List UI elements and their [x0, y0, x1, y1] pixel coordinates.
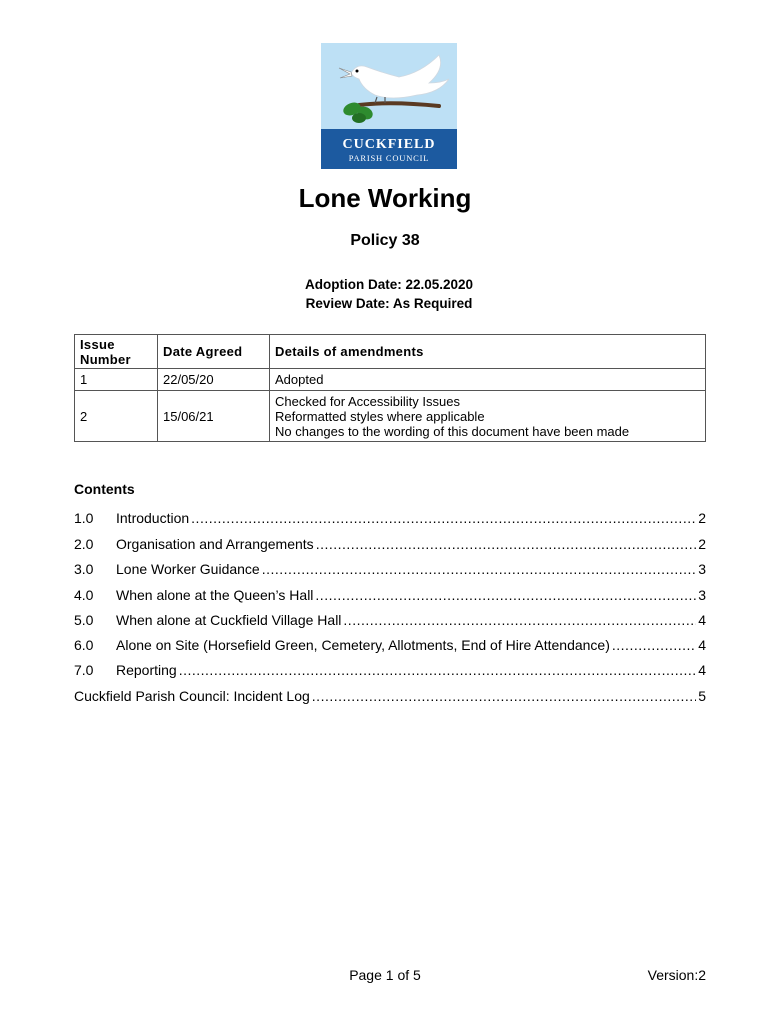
toc-title: Alone on Site (Horsefield Green, Cemetery, Allotments, End of Hire Attendance) [116, 637, 610, 653]
toc-leader [191, 510, 696, 526]
details-line: Reformatted styles where applicable [275, 408, 485, 424]
toc-entry[interactable] [74, 510, 706, 530]
toc-number: 2.0 [74, 536, 94, 552]
toc-page: 4 [698, 637, 706, 653]
toc-page: 4 [698, 662, 706, 678]
toc-leader [262, 561, 696, 577]
details-cell [270, 391, 706, 442]
amendments-table [74, 334, 706, 442]
dove-on-branch-icon [321, 43, 457, 129]
review-date: Review Date: As Required [305, 296, 473, 311]
toc-entry[interactable] [74, 662, 706, 682]
table-row [75, 369, 706, 391]
adoption-date: Adoption Date: 22.05.2020 [304, 277, 474, 292]
contents-heading: Contents [74, 481, 135, 497]
toc-entry[interactable] [74, 688, 706, 708]
toc-number: 1.0 [74, 510, 94, 526]
toc-page: 3 [698, 587, 706, 603]
toc-entry[interactable] [74, 637, 706, 657]
toc-leader [179, 662, 697, 678]
logo-sky [321, 43, 457, 129]
toc-page: 2 [698, 536, 706, 552]
logo-band [321, 129, 457, 169]
logo-subname: PARISH COUNCIL [348, 153, 430, 163]
toc-leader [315, 587, 696, 603]
toc-leader [612, 637, 696, 653]
toc-number: 3.0 [74, 561, 94, 577]
date-cell: 22/05/20 [158, 369, 270, 391]
toc-title: Reporting [116, 662, 177, 678]
toc-leader [343, 612, 696, 628]
toc-entry[interactable] [74, 612, 706, 632]
toc-page: 4 [698, 612, 706, 628]
toc-number: 5.0 [74, 612, 94, 628]
header-issue-number: Issue Number [75, 335, 158, 369]
details-line: Checked for Accessibility Issues [275, 393, 460, 409]
toc-entry[interactable] [74, 587, 706, 607]
toc-leader [312, 688, 696, 704]
table-header-row [75, 335, 706, 369]
header-details: Details of amendments [270, 335, 706, 369]
council-logo [321, 43, 457, 169]
document-title: Lone Working [298, 183, 472, 213]
toc-title: Cuckfield Parish Council: Incident Log [74, 688, 310, 704]
toc-number: 7.0 [74, 662, 94, 678]
toc-leader [316, 536, 697, 552]
issue-cell: 1 [75, 369, 158, 391]
toc-entry[interactable] [74, 561, 706, 581]
toc-number: 6.0 [74, 637, 94, 653]
date-cell: 15/06/21 [158, 391, 270, 442]
toc-entry[interactable] [74, 536, 706, 556]
toc-title: Introduction [116, 510, 190, 526]
toc-title: When alone at the Queen’s Hall [116, 587, 314, 603]
policy-number: Policy 38 [350, 232, 420, 249]
table-row [75, 391, 706, 442]
toc-page: 5 [698, 688, 706, 704]
toc-title: When alone at Cuckfield Village Hall [116, 612, 342, 628]
details-line: No changes to the wording of this document have been made [275, 423, 630, 439]
issue-cell: 2 [75, 391, 158, 442]
toc-title: Organisation and Arrangements [116, 536, 314, 552]
toc-title: Lone Worker Guidance [116, 561, 260, 577]
version-label: Version:2 [647, 967, 706, 983]
header-date-agreed: Date Agreed [158, 335, 270, 369]
toc-page: 2 [698, 510, 706, 526]
toc-page: 3 [698, 561, 706, 577]
page-number: Page 1 of 5 [349, 967, 421, 983]
logo-name: CUCKFIELD [342, 137, 436, 152]
details-cell: Adopted [270, 369, 706, 391]
toc-number: 4.0 [74, 587, 94, 603]
